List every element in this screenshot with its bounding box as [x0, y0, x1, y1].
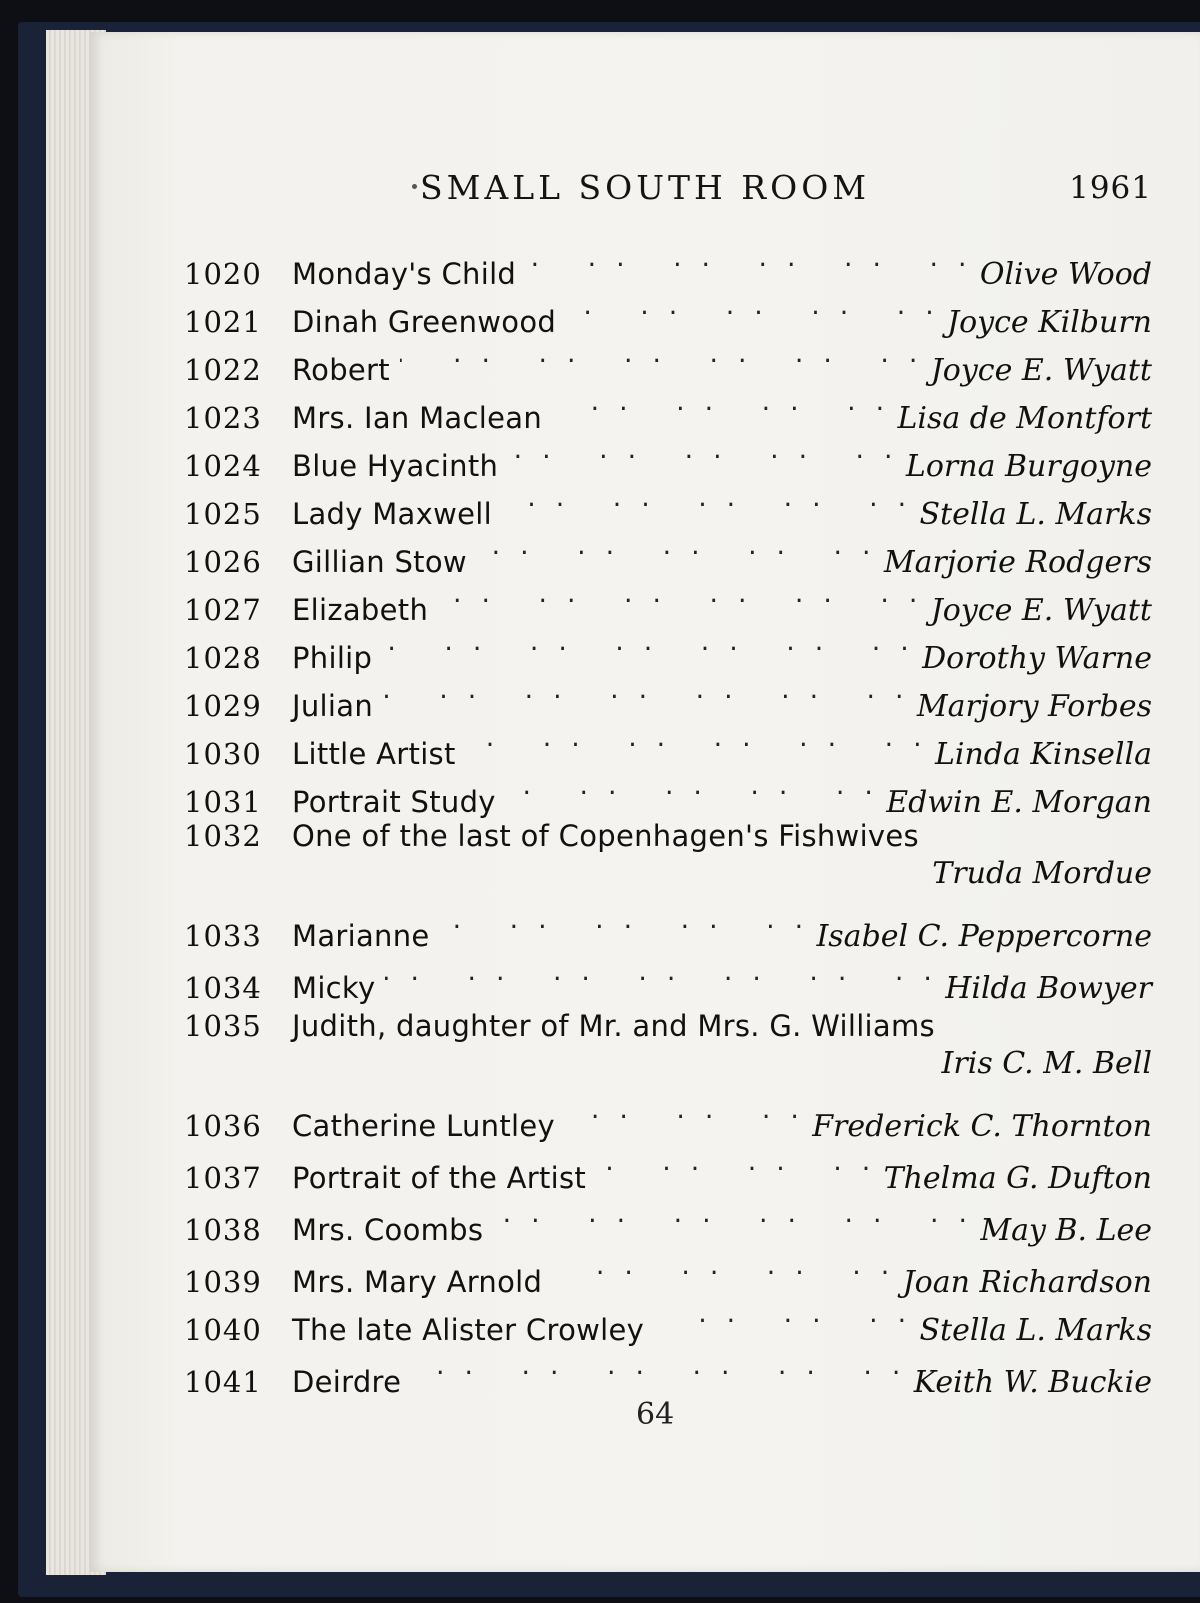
catalogue-entry — [184, 716, 1152, 772]
entry-title: Judith, daughter of Mr. and Mrs. G. Williams — [292, 1009, 935, 1043]
entry-title: Julian — [292, 689, 373, 723]
entry-number: 1035 — [184, 1009, 262, 1043]
dot-leader — [526, 236, 970, 284]
entry-title: Portrait of the Artist — [292, 1161, 587, 1195]
entry-number: 1021 — [184, 305, 262, 339]
catalogue-entry — [184, 476, 1152, 532]
entry-title: Marianne — [292, 919, 430, 953]
entry-title: Mrs. Mary Arnold — [292, 1265, 543, 1299]
entry-title: Micky — [292, 971, 376, 1005]
entry-number: 1022 — [184, 353, 262, 387]
entry-number: 1034 — [184, 971, 262, 1005]
entry-artist: Lorna Burgoyne — [905, 449, 1152, 484]
dot-leader — [552, 380, 887, 428]
entry-title: Deirdre — [292, 1365, 402, 1399]
catalogue-entry — [184, 898, 1152, 954]
entry-artist: Truda Mordue — [932, 856, 1152, 891]
entry-artist: Joyce E. Wyatt — [930, 593, 1152, 628]
header-year: 1961 — [1069, 170, 1152, 206]
entry-artist: Joyce E. Wyatt — [930, 353, 1152, 388]
running-title: SMALL SOUTH ROOM — [420, 168, 871, 207]
catalogue-entry — [184, 1344, 1152, 1400]
entry-title: Catherine Luntley — [292, 1109, 555, 1143]
entry-artist: Linda Kinsella — [934, 737, 1152, 772]
dot-leader — [565, 1088, 802, 1136]
entry-number: 1026 — [184, 545, 262, 579]
catalogue-entry — [184, 1244, 1152, 1300]
entry-number: 1031 — [184, 785, 262, 819]
entry-artist: Keith W. Buckie — [913, 1365, 1152, 1400]
entry-number: 1030 — [184, 737, 262, 771]
catalogue-entry — [184, 1002, 1152, 1088]
entry-artist: May B. Lee — [980, 1213, 1152, 1248]
dot-leader — [552, 1244, 892, 1292]
dot-leader — [440, 898, 807, 946]
entry-title: Robert — [292, 353, 390, 387]
catalogue-entry — [184, 1088, 1152, 1144]
entry-number: 1032 — [184, 819, 262, 853]
catalogue-entry — [184, 668, 1152, 724]
entry-number: 1020 — [184, 257, 262, 291]
entry-title: One of the last of Copenhagen's Fishwives — [292, 819, 919, 853]
dot-leader — [400, 332, 921, 380]
page-header — [90, 164, 1200, 214]
catalogue-entry — [184, 332, 1152, 388]
dot-leader — [438, 572, 921, 620]
catalogue-entry — [184, 380, 1152, 436]
entry-artist: Joyce Kilburn — [947, 305, 1152, 340]
entry-number: 1039 — [184, 1265, 262, 1299]
entry-artist: Edwin E. Morgan — [886, 785, 1152, 820]
entry-title: The late Alister Crowley — [292, 1313, 645, 1347]
catalogue-entry — [184, 1140, 1152, 1196]
catalogue-entry — [184, 620, 1152, 676]
entry-title: Monday's Child — [292, 257, 517, 291]
entry-title: Gillian Stow — [292, 545, 467, 579]
entry-number: 1025 — [184, 497, 262, 531]
entry-number: 1040 — [184, 1313, 262, 1347]
catalogue-entry — [184, 428, 1152, 484]
header-dot-mark — [412, 184, 417, 189]
entry-title: Elizabeth — [292, 593, 429, 627]
catalogue-entry — [184, 572, 1152, 628]
entry-number: 1037 — [184, 1161, 262, 1195]
dot-leader — [477, 524, 874, 572]
catalogue-entry — [184, 1292, 1152, 1348]
entry-artist: Hilda Bowyer — [945, 971, 1152, 1006]
dot-leader — [411, 1344, 903, 1392]
catalogue-entry — [184, 950, 1152, 1006]
entry-title: Dinah Greenwood — [292, 305, 557, 339]
entry-title: Lady Maxwell — [292, 497, 492, 531]
entry-number: 1033 — [184, 919, 262, 953]
entry-title: Portrait Study — [292, 785, 496, 819]
catalogue-entry — [184, 524, 1152, 580]
entry-artist: Stella L. Marks — [919, 497, 1152, 532]
entry-title: Blue Hyacinth — [292, 449, 499, 483]
dot-leader — [596, 1140, 873, 1188]
dot-leader — [383, 668, 907, 716]
entry-artist: Thelma G. Dufton — [883, 1161, 1152, 1196]
entry-number: 1036 — [184, 1109, 262, 1143]
entry-number: 1028 — [184, 641, 262, 675]
dot-leader — [654, 1292, 909, 1340]
entry-artist: Marjory Forbes — [916, 689, 1152, 724]
entry-title: Mrs. Ian Maclean — [292, 401, 542, 435]
dot-leader — [466, 716, 925, 764]
entry-artist: Marjorie Rodgers — [883, 545, 1152, 580]
entry-title: Little Artist — [292, 737, 456, 771]
dot-leader — [382, 620, 912, 668]
entry-artist: Dorothy Warne — [922, 641, 1152, 676]
dot-leader — [508, 428, 896, 476]
entry-artist: Lisa de Montfort — [897, 401, 1152, 436]
catalogue-page — [90, 32, 1200, 1572]
dot-leader — [493, 1192, 970, 1240]
dot-leader — [385, 950, 935, 998]
entry-artist: Stella L. Marks — [919, 1313, 1152, 1348]
page-number: 64 — [636, 1397, 675, 1432]
catalogue-entry — [184, 764, 1152, 820]
catalogue-entry — [184, 1192, 1152, 1248]
entry-number: 1029 — [184, 689, 262, 723]
entry-title: Mrs. Coombs — [292, 1213, 484, 1247]
entry-number: 1027 — [184, 593, 262, 627]
entry-number: 1041 — [184, 1365, 262, 1399]
dot-leader — [502, 476, 910, 524]
entry-artist: Isabel C. Peppercorne — [816, 919, 1152, 954]
entry-title: Philip — [292, 641, 373, 675]
dot-leader — [506, 764, 876, 812]
dot-leader — [566, 284, 937, 332]
catalogue-entry — [184, 284, 1152, 340]
catalogue-entry — [184, 812, 1152, 898]
entry-artist: Frederick C. Thornton — [812, 1109, 1152, 1144]
entry-artist: Olive Wood — [979, 257, 1152, 292]
entry-number: 1024 — [184, 449, 262, 483]
entry-artist: Joan Richardson — [902, 1265, 1152, 1300]
entries-list — [184, 236, 1152, 1400]
catalogue-entry — [184, 236, 1152, 292]
entry-number: 1038 — [184, 1213, 262, 1247]
entry-number: 1023 — [184, 401, 262, 435]
entry-artist: Iris C. M. Bell — [941, 1046, 1152, 1081]
